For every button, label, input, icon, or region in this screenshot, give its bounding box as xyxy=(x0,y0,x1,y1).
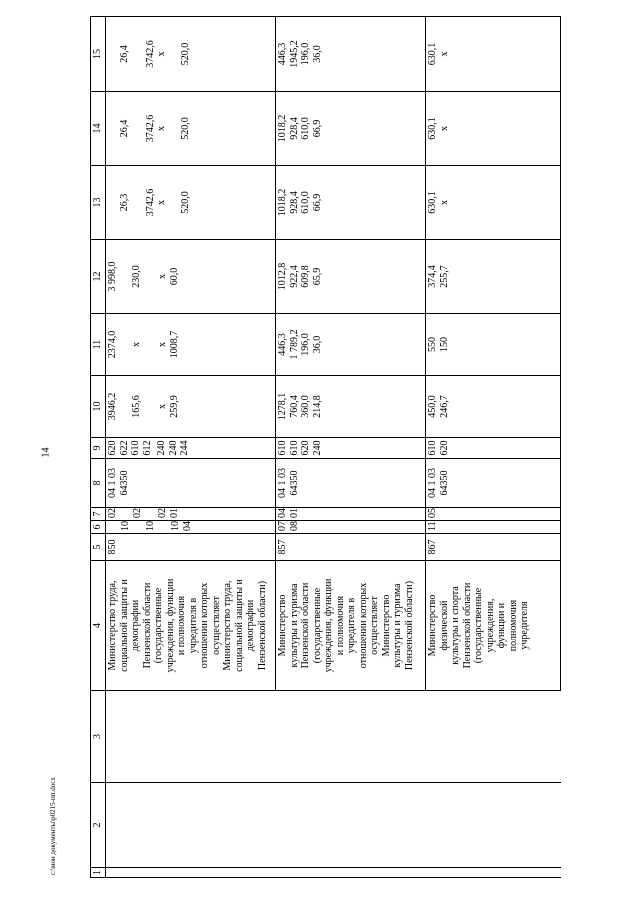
cell xyxy=(106,691,276,783)
text-line: 620 xyxy=(300,440,311,456)
cell xyxy=(426,691,561,783)
text-line: 1278,1 xyxy=(277,392,288,421)
text-line: 610 xyxy=(427,440,438,456)
cell xyxy=(426,868,561,878)
text-line: 928,4 xyxy=(288,117,300,140)
rotated-table-container xyxy=(90,17,580,878)
cell xyxy=(426,459,561,508)
text-line: 214,8 xyxy=(311,395,323,418)
recipient-name-cell xyxy=(276,561,426,691)
text-line: 26,3 xyxy=(119,193,130,212)
cell: 850 xyxy=(106,534,276,561)
text-line: 165,6 xyxy=(130,395,142,418)
text-line: 04 1 03 xyxy=(107,468,118,498)
cell xyxy=(426,17,561,92)
col-header: 15 xyxy=(91,17,106,92)
cell xyxy=(276,783,426,868)
text-line: Пензенской области xyxy=(300,582,311,669)
text-line: 1012,8 xyxy=(277,262,288,291)
col-header: 10 xyxy=(91,376,106,438)
text-line: x xyxy=(156,51,167,57)
text-line: 610 xyxy=(288,440,300,456)
text-line: 1008,7 xyxy=(168,330,180,359)
text-line: Министерство xyxy=(277,594,288,657)
col-header: 4 xyxy=(91,561,106,691)
cell xyxy=(106,17,276,92)
text-line: культуры и туризма xyxy=(392,583,403,668)
text-line: социальной защиты и xyxy=(233,579,245,672)
text-line: 60,0 xyxy=(168,267,180,286)
text-line: x xyxy=(438,51,450,57)
text-line: 610 xyxy=(277,440,288,456)
text-line: 150 xyxy=(438,337,450,352)
text-line: функции и xyxy=(496,602,507,649)
col-header: 5 xyxy=(91,534,106,561)
header-row xyxy=(91,17,106,878)
text-line: x xyxy=(157,342,168,347)
text-line: 610 xyxy=(130,440,141,456)
text-line: 259,9 xyxy=(168,395,180,418)
text-line: Пензенской области xyxy=(461,582,473,669)
text-line: 1018,2 xyxy=(277,188,288,217)
cell xyxy=(106,314,276,376)
text-line: 450,0 xyxy=(427,395,438,418)
cell xyxy=(106,508,276,521)
cell xyxy=(426,314,561,376)
cell xyxy=(276,459,426,508)
cell xyxy=(426,438,561,459)
text-line: 04 xyxy=(181,521,193,531)
text-line: 240 xyxy=(167,440,179,456)
cell xyxy=(426,783,561,868)
col-header: 14 xyxy=(91,92,106,166)
col-header: 11 xyxy=(91,314,106,376)
text-line: культуры и спорта xyxy=(450,586,461,665)
text-line: 374,4 xyxy=(427,265,438,288)
cell: 05 xyxy=(426,508,561,521)
text-line: 630,1 xyxy=(427,117,438,140)
text-line: x xyxy=(157,274,168,279)
text-line: 36,0 xyxy=(311,45,323,63)
text-line: полномочия xyxy=(507,599,519,652)
col-header: 1 xyxy=(91,868,106,878)
text-line: 1018,2 xyxy=(277,114,288,143)
cell xyxy=(276,868,426,878)
text-line: 246,7 xyxy=(438,395,450,418)
text-line: x xyxy=(156,200,167,205)
table-row xyxy=(106,17,276,878)
text-line: 196,0 xyxy=(300,42,311,66)
text-line: 01 xyxy=(288,508,300,518)
cell xyxy=(106,376,276,438)
text-line: 520,0 xyxy=(179,117,191,140)
text-line: 1945,2 xyxy=(288,40,300,68)
text-line: 3 998,0 xyxy=(107,261,118,292)
text-line: 244 xyxy=(179,440,190,456)
text-line: 240 xyxy=(156,440,167,456)
text-line: 240 xyxy=(311,440,323,456)
cell xyxy=(106,868,276,878)
cell xyxy=(276,508,426,521)
text-line: Пензенской области) xyxy=(256,580,268,671)
text-line: Министерство труда, xyxy=(222,580,233,671)
col-header: 8 xyxy=(91,459,106,508)
text-line: Министерство труда, xyxy=(107,580,118,671)
text-line: 3742,6 xyxy=(144,114,156,143)
text-line: 02 xyxy=(107,508,118,518)
col-header: 7 xyxy=(91,508,106,521)
cell: 867 xyxy=(426,534,561,561)
text-line: 66,9 xyxy=(311,193,323,212)
text-line: x xyxy=(438,126,450,131)
text-line: 922,4 xyxy=(288,265,300,288)
page-number: 14 xyxy=(40,447,52,458)
budget-table xyxy=(90,16,561,878)
text-line: 04 1 03 xyxy=(277,468,288,498)
text-line: 630,1 xyxy=(427,42,438,66)
text-line: 230,0 xyxy=(130,265,142,288)
cell xyxy=(276,691,426,783)
text-line: 446,3 xyxy=(277,42,288,66)
text-line: 620 xyxy=(438,440,450,456)
col-header: 13 xyxy=(91,166,106,240)
text-line: 3742,6 xyxy=(144,188,156,217)
cell xyxy=(276,240,426,314)
text-line: 2374,0 xyxy=(107,330,118,359)
text-line: 04 1 03 xyxy=(427,468,438,498)
text-line: 360,0 xyxy=(300,395,311,418)
text-line: 550 xyxy=(427,337,438,352)
text-line: x xyxy=(156,126,167,131)
text-line: 02 xyxy=(131,508,143,518)
text-line: 610,0 xyxy=(300,117,311,140)
cell xyxy=(276,166,426,240)
text-line: 620 xyxy=(107,440,118,456)
col-header: 6 xyxy=(91,521,106,534)
text-line: x xyxy=(130,342,142,347)
text-line: 610,0 xyxy=(300,191,311,214)
text-line: 01 xyxy=(168,508,180,518)
text-line: социальной защиты и xyxy=(118,579,130,672)
cell xyxy=(106,92,276,166)
text-line: 196,0 xyxy=(300,333,311,356)
cell xyxy=(106,783,276,868)
col-header: 2 xyxy=(91,783,106,868)
cell xyxy=(276,17,426,92)
col-header: 3 xyxy=(91,691,106,783)
text-line: (государственные xyxy=(473,587,484,664)
recipient-name-cell xyxy=(426,561,561,691)
text-line: 10 xyxy=(170,521,181,531)
text-line: x xyxy=(438,200,450,205)
text-line: 02 xyxy=(157,508,168,518)
text-line: 760,4 xyxy=(288,395,300,418)
text-line: осуществляет xyxy=(210,596,222,655)
text-line: учреждения, функции xyxy=(323,578,334,673)
text-line: 64350 xyxy=(118,470,130,496)
text-line: 622 xyxy=(118,440,130,456)
text-line: 520,0 xyxy=(179,191,191,214)
col-header: 12 xyxy=(91,240,106,314)
text-line: 928,4 xyxy=(288,191,300,214)
text-line: 64350 xyxy=(288,470,300,496)
cell xyxy=(276,521,426,534)
text-line: 36,0 xyxy=(311,335,323,354)
text-line: 66,9 xyxy=(311,119,323,138)
cell xyxy=(106,166,276,240)
cell xyxy=(276,314,426,376)
text-line: 446,3 xyxy=(277,333,288,356)
cell: 857 xyxy=(276,534,426,561)
text-line: учредителя xyxy=(519,601,530,650)
text-line: 255,7 xyxy=(438,265,450,288)
text-line: 10 xyxy=(144,521,156,531)
text-line: 07 xyxy=(277,521,288,531)
text-line: 609,8 xyxy=(300,265,311,288)
col-header: 9 xyxy=(91,438,106,459)
cell xyxy=(276,376,426,438)
text-line: 3742,6 xyxy=(144,40,156,68)
text-line: Министерство xyxy=(427,594,438,657)
text-line: 04 xyxy=(277,508,288,518)
table-row xyxy=(426,17,561,878)
text-line: 26,4 xyxy=(119,119,130,138)
cell xyxy=(426,376,561,438)
text-line: 64350 xyxy=(438,470,450,496)
text-line: (государственные xyxy=(153,587,164,664)
cell xyxy=(106,459,276,508)
text-line: Министерство xyxy=(380,594,392,657)
cell xyxy=(106,438,276,459)
cell xyxy=(276,438,426,459)
text-line: 630,1 xyxy=(427,191,438,214)
cell xyxy=(426,166,561,240)
text-line: отношении которых xyxy=(199,582,210,669)
text-line: 10 xyxy=(120,521,131,531)
text-line: Пензенской области xyxy=(141,582,153,669)
text-line: учреждения, xyxy=(484,598,496,653)
text-line: 65,9 xyxy=(311,267,323,286)
cell xyxy=(106,240,276,314)
text-line: x xyxy=(157,404,168,409)
cell xyxy=(106,521,276,534)
text-line: учреждения, функции xyxy=(164,578,176,673)
text-line: отношении которых xyxy=(357,582,369,669)
text-line: 520,0 xyxy=(179,42,191,66)
text-line: физической xyxy=(438,600,450,651)
cell xyxy=(426,92,561,166)
recipient-name-cell xyxy=(106,561,276,691)
text-line: культуры и туризма xyxy=(288,583,300,668)
text-line: Пензенской области) xyxy=(403,580,415,671)
text-line: учредителя в xyxy=(187,597,199,654)
cell xyxy=(276,92,426,166)
footer-file-path: c:\мои документы\р0215-пп.docx xyxy=(49,777,57,875)
text-line: 26,4 xyxy=(119,45,130,63)
text-line: и полномочия xyxy=(334,595,346,656)
text-line: учредителя в xyxy=(346,597,357,654)
cell xyxy=(426,240,561,314)
text-line: (государственные xyxy=(311,587,323,664)
text-line: 1 789,2 xyxy=(288,329,300,360)
text-line: осуществляет xyxy=(369,596,380,655)
text-line: 612 xyxy=(141,440,153,456)
cell: 11 xyxy=(426,521,561,534)
text-line: демографии xyxy=(130,599,141,652)
text-line: демографии xyxy=(245,599,256,652)
text-line: 3946,2 xyxy=(107,392,118,421)
text-line: и полномочия xyxy=(176,595,187,656)
table-row xyxy=(276,17,426,878)
text-line: 08 xyxy=(288,521,300,531)
